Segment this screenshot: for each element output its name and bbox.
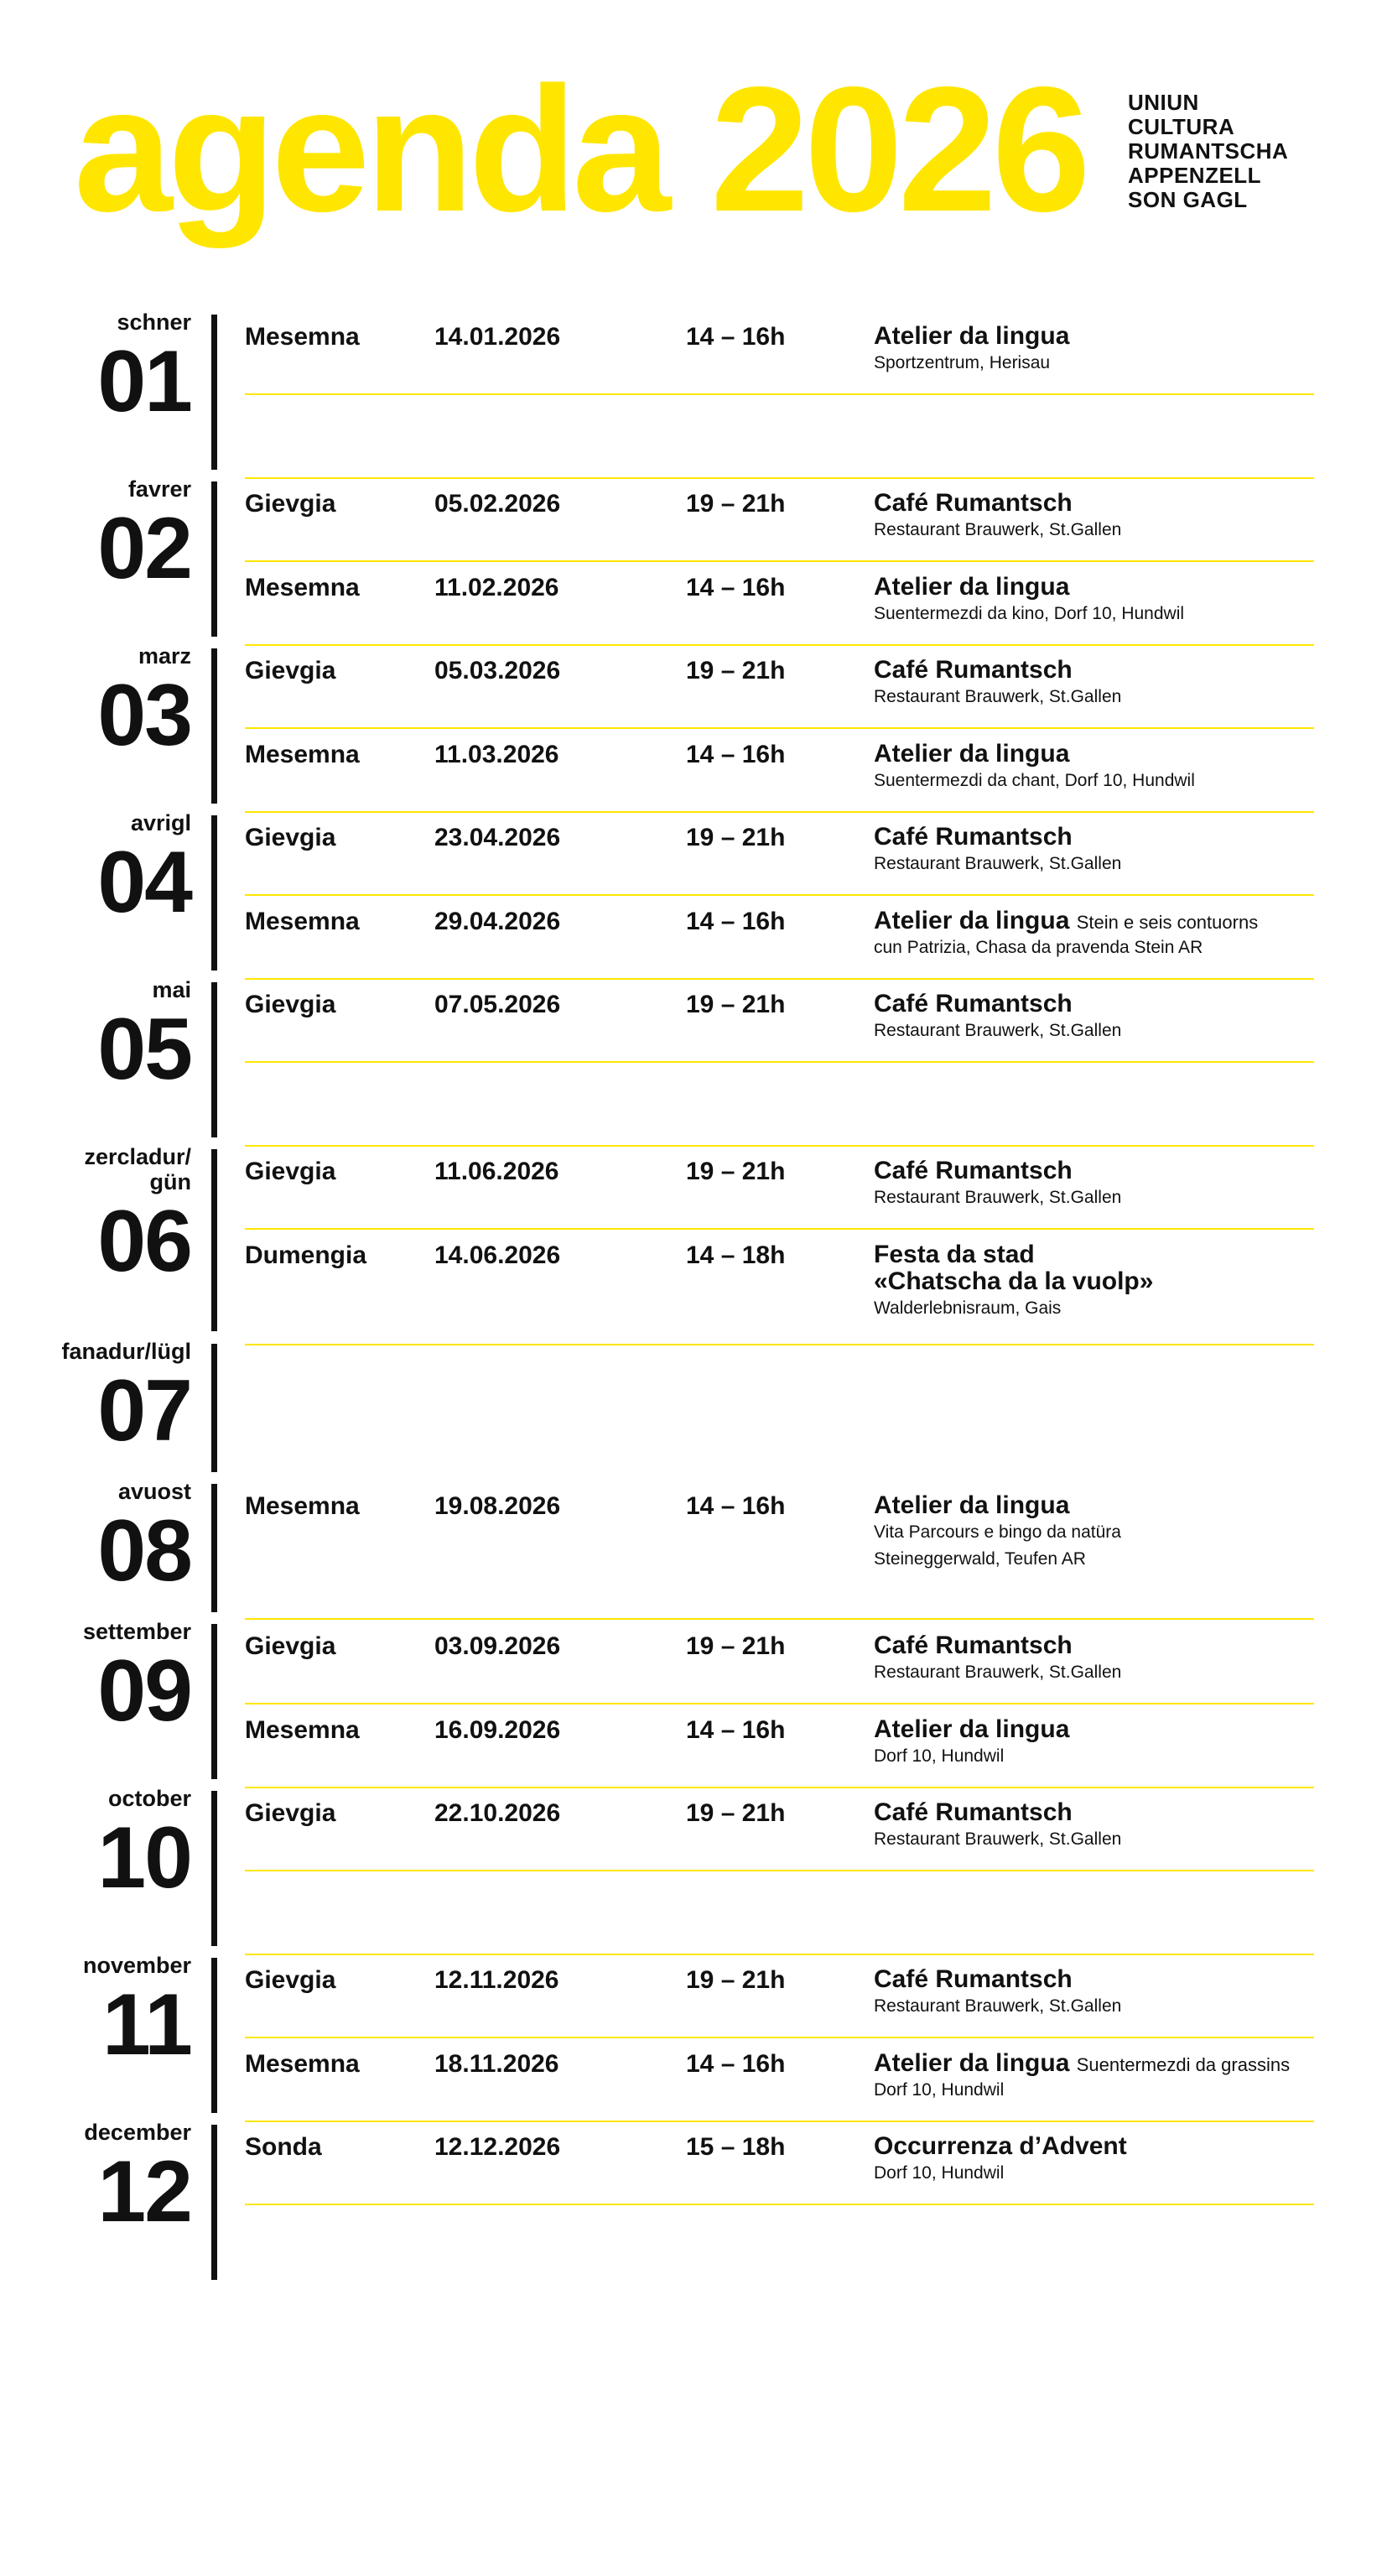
event-date: 03.09.2026 <box>434 1632 561 1660</box>
row-separator <box>245 1061 1314 1063</box>
month-section <box>0 1479 1387 1612</box>
row-separator <box>245 727 1314 729</box>
row-separator <box>245 2121 1314 2122</box>
row-separator <box>245 1228 1314 1230</box>
event-location: Restaurant Brauwerk, St.Gallen <box>874 854 1122 873</box>
event-title-text: Atelier da lingua <box>874 322 1070 350</box>
event-date: 16.09.2026 <box>434 1716 561 1744</box>
event-day: Mesemna <box>245 908 360 935</box>
event-title-text: Festa da stad <box>874 1241 1035 1268</box>
event-title-line <box>874 1966 1073 1993</box>
event-day: Dumengia <box>245 1241 367 1269</box>
month-divider-bar <box>211 315 217 470</box>
row-separator <box>245 393 1314 395</box>
event-title <box>874 1158 1073 1184</box>
event-title-text: Café Rumantsch <box>874 656 1073 684</box>
event-date: 11.03.2026 <box>434 741 559 768</box>
month-section <box>0 1786 1387 1946</box>
month-divider-bar <box>211 1958 217 2113</box>
event-day: Gievgia <box>245 1966 336 1994</box>
event-location: Dorf 10, Hundwil <box>874 1746 1005 1766</box>
event-title-text: Café Rumantsch <box>874 1965 1073 1993</box>
event-day: Mesemna <box>245 2050 360 2078</box>
event-date: 05.02.2026 <box>434 490 561 518</box>
event-time: 19 – 21h <box>686 1799 786 1827</box>
row-separator <box>245 978 1314 980</box>
event-date: 12.12.2026 <box>434 2133 561 2161</box>
event-title-line <box>874 490 1073 517</box>
event-title <box>874 1966 1073 1993</box>
event-date: 05.03.2026 <box>434 657 561 684</box>
event-title-line <box>874 2050 1290 2079</box>
event-title-line <box>874 1158 1073 1184</box>
row-separator <box>245 1145 1314 1147</box>
month-number: 01 <box>97 333 191 430</box>
page-title: agenda 2026 <box>74 49 1086 248</box>
month-section <box>0 643 1387 804</box>
month-divider-bar <box>211 648 217 804</box>
row-separator <box>245 894 1314 896</box>
month-label-line: avuost <box>117 1479 191 1504</box>
month-label-line: october <box>107 1786 191 1811</box>
organization-line: SON GAGL <box>1128 187 1248 212</box>
row-separator <box>245 1787 1314 1788</box>
month-label <box>108 1786 191 1811</box>
event-date: 11.02.2026 <box>434 574 559 601</box>
event-title-line <box>874 1268 1153 1295</box>
month-label <box>131 810 191 835</box>
month-number: 07 <box>97 1362 191 1460</box>
row-separator <box>245 2204 1314 2205</box>
month-divider-bar <box>211 481 217 637</box>
event-title-line <box>874 1632 1073 1659</box>
event-day: Gievgia <box>245 657 336 684</box>
event-title-text: Atelier da lingua <box>874 2049 1070 2077</box>
event-title <box>874 2050 1290 2079</box>
event-title-text: Occurrenza d’Advent <box>874 2132 1127 2160</box>
event-time: 19 – 21h <box>686 1966 786 1994</box>
month-label <box>83 1619 191 1644</box>
month-label-line: avrigl <box>130 810 191 835</box>
month-label-line: november <box>82 1953 191 1978</box>
row-separator <box>245 811 1314 813</box>
month-label-line: december <box>84 2120 191 2145</box>
event-location: Restaurant Brauwerk, St.Gallen <box>874 1663 1122 1682</box>
event-day: Gievgia <box>245 1632 336 1660</box>
event-title-text: «Chatscha da la vuolp» <box>874 1267 1154 1295</box>
event-date: 07.05.2026 <box>434 991 561 1018</box>
event-title <box>874 1632 1073 1659</box>
event-title-line <box>874 741 1069 768</box>
row-separator <box>245 1954 1314 1955</box>
event-location: cun Patrizia, Chasa da pravenda Stein AR <box>874 938 1203 957</box>
event-title-text: Atelier da lingua <box>874 573 1070 601</box>
month-section <box>0 1144 1387 1331</box>
event-date: 23.04.2026 <box>434 824 561 851</box>
organization-line: UNIUN <box>1128 90 1199 115</box>
row-separator <box>245 644 1314 646</box>
event-title-text: Atelier da lingua <box>874 740 1070 768</box>
event-time: 19 – 21h <box>686 991 786 1018</box>
event-location: Restaurant Brauwerk, St.Gallen <box>874 1996 1122 2016</box>
event-date: 12.11.2026 <box>434 1966 559 1994</box>
month-label-line: gün <box>149 1169 191 1194</box>
event-date: 14.06.2026 <box>434 1241 561 1269</box>
month-label-line: favrer <box>127 476 191 502</box>
month-label-line: fanadur/lügl <box>61 1339 191 1364</box>
month-number: 06 <box>97 1193 191 1290</box>
month-divider-bar <box>211 815 217 971</box>
event-date: 11.06.2026 <box>434 1158 559 1185</box>
event-time: 19 – 21h <box>686 657 786 684</box>
row-separator <box>245 477 1314 479</box>
event-day: Mesemna <box>245 1492 360 1520</box>
month-divider-bar <box>211 1484 217 1612</box>
month-number: 08 <box>97 1502 191 1600</box>
month-divider-bar <box>211 2125 217 2280</box>
event-day: Gievgia <box>245 1158 336 1185</box>
event-location: Dorf 10, Hundwil <box>874 2163 1005 2183</box>
month-number: 02 <box>97 500 191 597</box>
event-time: 19 – 21h <box>686 490 786 518</box>
event-title-line <box>874 908 1258 936</box>
month-label-line: settember <box>82 1619 191 1644</box>
month-divider-bar <box>211 1624 217 1779</box>
month-label-line: mai <box>152 977 191 1002</box>
event-title-line <box>874 824 1073 851</box>
event-title-line <box>874 323 1069 350</box>
event-title <box>874 1799 1073 1826</box>
organization-line: APPENZELL <box>1128 163 1262 188</box>
event-title <box>874 1492 1069 1519</box>
event-location: Restaurant Brauwerk, St.Gallen <box>874 1829 1122 1849</box>
month-label <box>62 1339 192 1364</box>
month-label-line: marz <box>138 643 191 669</box>
event-time: 19 – 21h <box>686 1632 786 1660</box>
month-section <box>0 977 1387 1137</box>
month-section <box>0 1953 1387 2113</box>
month-label-line: zercladur/ <box>84 1144 191 1169</box>
event-title-line <box>874 1716 1069 1743</box>
event-time: 15 – 18h <box>686 2133 786 2161</box>
event-title <box>874 490 1073 517</box>
event-title-note: Suentermezdi da grassins <box>1076 2054 1291 2075</box>
event-location: Restaurant Brauwerk, St.Gallen <box>874 687 1122 706</box>
month-number: 12 <box>97 2143 191 2240</box>
month-label <box>84 1144 191 1194</box>
month-label <box>83 1953 191 1978</box>
event-location: Sportzentrum, Herisau <box>874 353 1051 372</box>
event-date: 19.08.2026 <box>434 1492 561 1520</box>
month-label <box>84 2120 191 2145</box>
month-number: 11 <box>102 1976 191 2074</box>
month-label <box>152 977 191 1002</box>
event-date: 29.04.2026 <box>434 908 561 935</box>
event-time: 14 – 16h <box>686 908 786 935</box>
organization-line: RUMANTSCHA <box>1128 138 1289 164</box>
event-location: Suentermezdi da kino, Dorf 10, Hundwil <box>874 604 1185 623</box>
month-section <box>0 810 1387 971</box>
month-label <box>128 476 191 502</box>
event-location: Restaurant Brauwerk, St.Gallen <box>874 520 1122 539</box>
row-separator <box>245 2037 1314 2038</box>
event-title-text: Café Rumantsch <box>874 990 1073 1017</box>
event-time: 14 – 16h <box>686 323 786 351</box>
month-number: 05 <box>97 1001 191 1098</box>
event-title <box>874 1716 1069 1743</box>
organization-line: CULTURA <box>1128 114 1235 139</box>
month-section <box>0 1339 1387 1472</box>
event-day: Gievgia <box>245 1799 336 1827</box>
row-separator <box>245 1618 1314 1620</box>
event-time: 14 – 16h <box>686 741 786 768</box>
month-section <box>0 1619 1387 1779</box>
month-label <box>138 643 191 669</box>
event-location: Restaurant Brauwerk, St.Gallen <box>874 1188 1122 1207</box>
header <box>0 0 1387 285</box>
event-location: Steineggerwald, Teufen AR <box>874 1549 1086 1569</box>
row-separator <box>245 560 1314 562</box>
month-number: 09 <box>97 1642 191 1740</box>
event-title <box>874 908 1258 936</box>
event-title-text: Café Rumantsch <box>874 489 1073 517</box>
event-title <box>874 1241 1153 1295</box>
event-date: 22.10.2026 <box>434 1799 561 1827</box>
event-title <box>874 657 1073 684</box>
event-title-text: Café Rumantsch <box>874 823 1073 851</box>
event-title-text: Atelier da lingua <box>874 1491 1070 1519</box>
month-section <box>0 310 1387 470</box>
event-time: 14 – 18h <box>686 1241 786 1269</box>
event-title-note: Stein e seis contuorns <box>1076 912 1259 933</box>
month-label <box>117 310 191 335</box>
month-section <box>0 476 1387 637</box>
event-day: Mesemna <box>245 1716 360 1744</box>
event-day: Gievgia <box>245 490 336 518</box>
event-title-line <box>874 1492 1069 1519</box>
event-day: Gievgia <box>245 991 336 1018</box>
event-title-line <box>874 574 1069 601</box>
event-day: Mesemna <box>245 323 360 351</box>
event-time: 19 – 21h <box>686 824 786 851</box>
event-title <box>874 824 1073 851</box>
event-title-text: Atelier da lingua <box>874 907 1070 934</box>
event-location: Vita Parcours e bingo da natüra <box>874 1522 1121 1542</box>
row-separator <box>245 1703 1314 1704</box>
event-title <box>874 2133 1127 2160</box>
event-location: Walderlebnisraum, Gais <box>874 1298 1062 1318</box>
row-separator <box>245 1870 1314 1871</box>
event-day: Mesemna <box>245 574 360 601</box>
event-title-text: Atelier da lingua <box>874 1715 1070 1743</box>
month-divider-bar <box>211 1344 217 1472</box>
event-day: Mesemna <box>245 741 360 768</box>
event-location: Restaurant Brauwerk, St.Gallen <box>874 1021 1122 1040</box>
month-section <box>0 2120 1387 2280</box>
event-time: 14 – 16h <box>686 1716 786 1744</box>
event-title <box>874 741 1069 768</box>
month-number: 10 <box>97 1809 191 1907</box>
month-label-line: schner <box>117 310 191 335</box>
month-number: 03 <box>97 667 191 764</box>
event-title-line <box>874 1241 1153 1268</box>
event-title-line <box>874 657 1073 684</box>
event-title-text: Café Rumantsch <box>874 1631 1073 1659</box>
event-location: Dorf 10, Hundwil <box>874 2080 1005 2100</box>
event-time: 14 – 16h <box>686 1492 786 1520</box>
event-time: 19 – 21h <box>686 1158 786 1185</box>
event-title <box>874 323 1069 350</box>
event-date: 18.11.2026 <box>434 2050 559 2078</box>
event-time: 14 – 16h <box>686 574 786 601</box>
event-title-line <box>874 991 1073 1017</box>
month-label <box>118 1479 191 1504</box>
month-divider-bar <box>211 1791 217 1946</box>
event-title <box>874 574 1069 601</box>
event-title <box>874 991 1073 1017</box>
month-number: 04 <box>97 834 191 931</box>
event-title-text: Café Rumantsch <box>874 1798 1073 1826</box>
event-time: 14 – 16h <box>686 2050 786 2078</box>
event-title-text: Café Rumantsch <box>874 1157 1073 1184</box>
event-day: Gievgia <box>245 824 336 851</box>
event-location: Suentermezdi da chant, Dorf 10, Hundwil <box>874 771 1195 790</box>
event-date: 14.01.2026 <box>434 323 561 351</box>
month-divider-bar <box>211 1149 217 1331</box>
organization-name <box>1128 91 1288 212</box>
event-title-line <box>874 2133 1127 2160</box>
event-day: Sonda <box>245 2133 322 2161</box>
month-divider-bar <box>211 982 217 1137</box>
event-title-line <box>874 1799 1073 1826</box>
